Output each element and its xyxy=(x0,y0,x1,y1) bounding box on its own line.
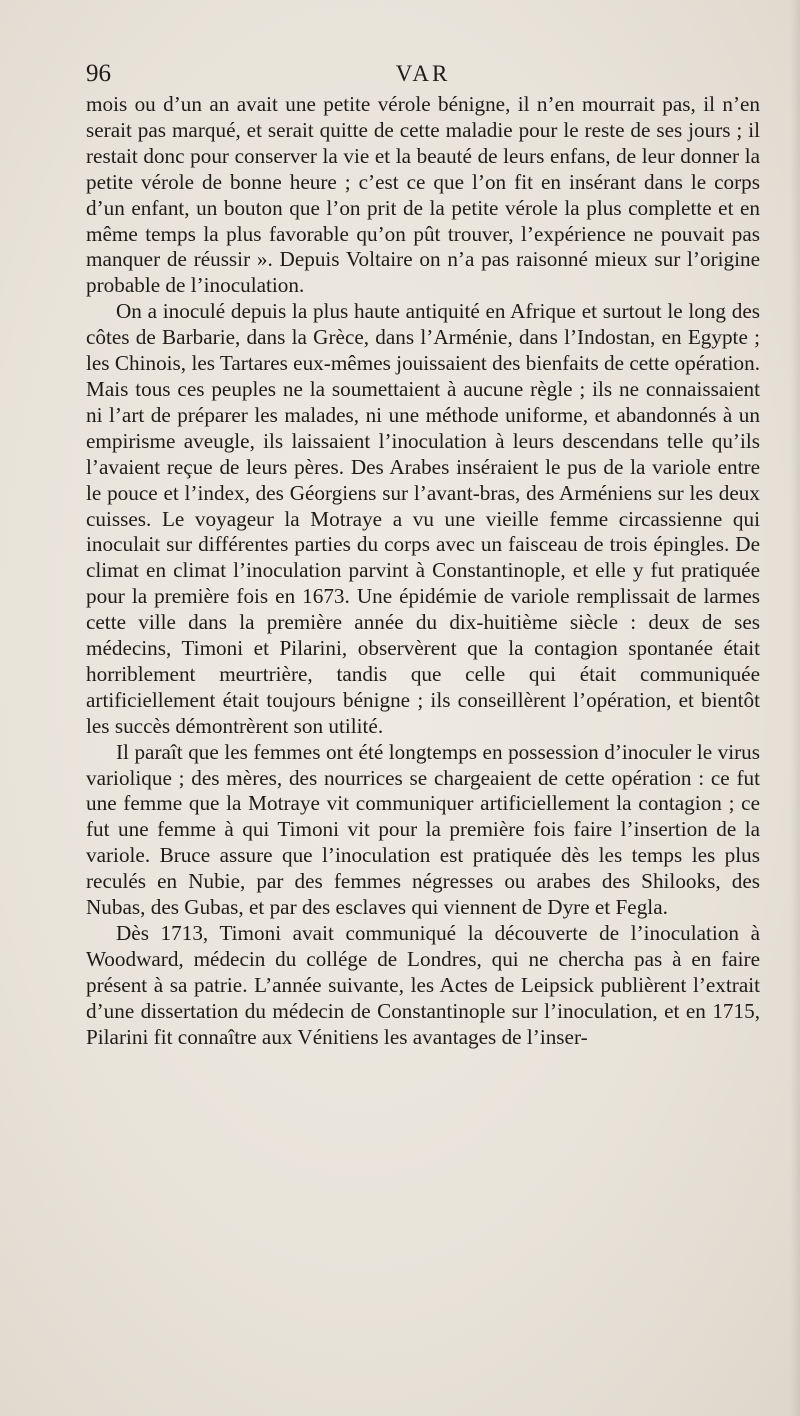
page-header xyxy=(86,56,760,92)
paragraph-timoni-1713: Dès 1713, Timoni avait communiqué la découverte de l’inoculation à Woodward, médecin du collége de Londres, qui ne chercha pas à en faire présent à sa patrie. L’année suivante, les Actes de Leipsick publièrent l’extrait d’une dissertation du médecin de Constantinople sur l’inoculation, et en 1715, Pilarini fit connaître aux Vénitiens les avantages de l’inser- xyxy=(86,921,760,1049)
paragraph-women-inoculators: Il paraît que les femmes ont été longtemps en possession d’inoculer le virus variolique ; des mères, des nourrices se chargeaient de cette opération : ce fut une femme que la Motraye vit communiquer artificiellement la contagion ; ce fut une femme à qui Timoni vit pour la première fois faire l’insertion de la variole. Bruce assure que l’inoculation est pratiquée dès les temps les plus reculés en Nubie, par des femmes négresses ou arabes des Shilooks, des Nubas, des Gubas, et par des esclaves qui viennent de Dyre et Fegla. xyxy=(86,739,760,920)
body-text xyxy=(86,92,760,1051)
page-number: 96 xyxy=(86,60,111,87)
running-head: VAR xyxy=(395,61,451,86)
page-edge-shadow xyxy=(790,0,800,1416)
paragraph-continued: mois ou d’un an avait une petite vérole bénigne, il n’en mourrait pas, il n’en serait pas marqué, et serait quitte de cette maladie pour le reste de ses jours ; il restait donc pour conserver la vie et la beauté de leurs enfans, de leur donner la petite vérole de bonne heure ; c’est ce que l’on fit en insérant dans le corps d’un enfant, un bouton que l’on prit de la petite vérole la plus complette et en même temps la plus favorable qu’on pût trouver, l’expérience ne pouvait pas manquer de réussir ». Depuis Voltaire on n’a pas raisonné mieux sur l’origine probable de l’inoculation. xyxy=(86,92,760,298)
paragraph-inoculation-antiquity: On a inoculé depuis la plus haute antiquité en Afrique et surtout le long des côtes de Barbarie, dans la Grèce, dans l’Arménie, dans l’Indostan, en Egypte ; les Chinois, les Tartares eux-mêmes jouissaient des bienfaits de cette opération. Mais tous ces peuples ne la soumettaient à aucune règle ; ils ne connaissaient ni l’art de préparer les malades, ni une méthode uniforme, et abandonnés à un empirisme aveugle, ils laissaient l’inoculation à leurs descendans telle qu’ils l’avaient reçue de leurs pères. Des Arabes inséraient le pus de la variole entre le pouce et l’index, des Géorgiens sur l’avant-bras, des Arméniens sur les deux cuisses. Le voyageur la Motraye a vu une vieille femme circassienne qui inoculait sur différentes parties du corps avec un faisceau de trois épingles. De climat en climat l’inoculation parvint à Constantinople, et elle y fut pratiquée pour la première fois en 1673. Une épidémie de variole remplissait de larmes cette ville dans la première année du dix-huitième siècle : deux de ses médecins, Timoni et Pilarini, observèrent que la contagion spontanée était horriblement meurtrière, tandis que celle qui était communiquée artificiellement était toujours bénigne ; ils conseillèrent l’opération, et bientôt les succès démontrèrent son utilité. xyxy=(86,299,760,738)
